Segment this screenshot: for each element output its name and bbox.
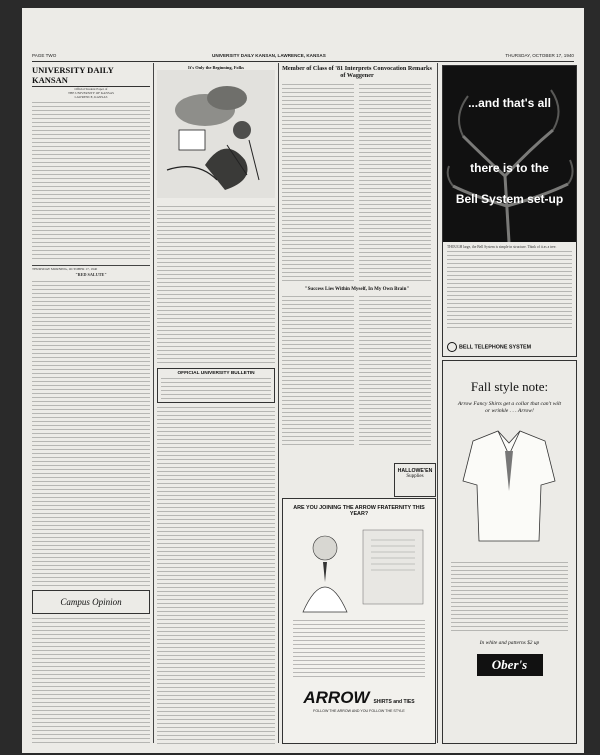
official-bulletin [157,368,275,403]
campus-opinion-body [32,618,150,745]
bulletin-title: OFFICIAL UNIVERSITY BULLETIN [177,371,255,376]
editorial-body [32,281,150,586]
arrow-fraternity-ad [282,498,436,744]
bell-ad-intro: THOUGH large, the Bell System is simple in structure. Think of it as a tree. [447,245,557,249]
cartoon-column-text [157,206,275,364]
obers-logo: Ober's [477,654,543,676]
shirt-illustration [443,421,576,551]
fancy-body: Arrow Fancy Shirts get a collar that can't wilt or wrinkle . . . Arrow! [457,401,562,414]
editorial-headline: "RED SALUTE" [75,272,107,278]
bell-ad-line1: ...and that's all [468,96,551,110]
masthead-sub: Official Student Paper of THE UNIVERSITY OF KANSAS LAWRENCE, KANSAS [68,87,114,99]
feature-subhead: "Success Lies Within Myself, In My Own Brain" [304,286,410,292]
editorial-dateline: THURSDAY MORNING, OCTOBER 17, 1940 [32,265,150,271]
page-label: PAGE TWO [32,53,57,58]
bell-ad-line2: there is to the [470,161,549,175]
halloween-ad: HALLOWE'EN Supplies [394,463,436,497]
editorial-column [32,65,150,745]
newspaper-page [22,8,584,753]
bell-ad-line3: Bell System set-up [455,192,564,206]
feature-column [282,65,432,465]
editorial-cartoon [157,70,275,198]
arrow-tagline: FOLLOW THE ARROW AND YOU FOLLOW THE STYLE [313,708,405,713]
bell-system-ad [442,65,577,357]
campus-opinion-box: Campus Opinion [32,590,150,614]
issue-date: THURSDAY, OCTOBER 17, 1940 [505,53,574,58]
arrow-fancy-shirts-ad [442,360,577,744]
bell-ad-artwork [443,66,576,242]
running-header [32,53,574,62]
fancy-price: In white and patterns $2 up [479,640,540,646]
arrow-logo: ARROW SHIRTS and TIES [303,687,415,707]
masthead-title: UNIVERSITY DAILY KANSAN [32,65,150,87]
bell-logo: BELL TELEPHONE SYSTEM [447,342,531,352]
feature-headline: Member of Class of '81 Interprets Convocation Remarks of Waggener [282,65,432,80]
bell-ad-body [447,251,572,331]
paper-name: UNIVERSITY DAILY KANSAN, LAWRENCE, KANSAS [212,53,326,58]
arrow-ad-illustration [283,520,433,615]
fancy-headline: Fall style note: [470,379,549,394]
fancy-copy [451,562,568,632]
bulletin-notices [157,407,275,745]
cartoon-caption: It's Only the Beginning, Folks [188,65,244,70]
staff-listing [32,102,150,262]
cartoon-column [157,65,275,745]
bell-icon [447,342,457,352]
arrow-ad-heading: ARE YOU JOINING THE ARROW FRATERNITY THIS YEAR? [293,505,425,518]
